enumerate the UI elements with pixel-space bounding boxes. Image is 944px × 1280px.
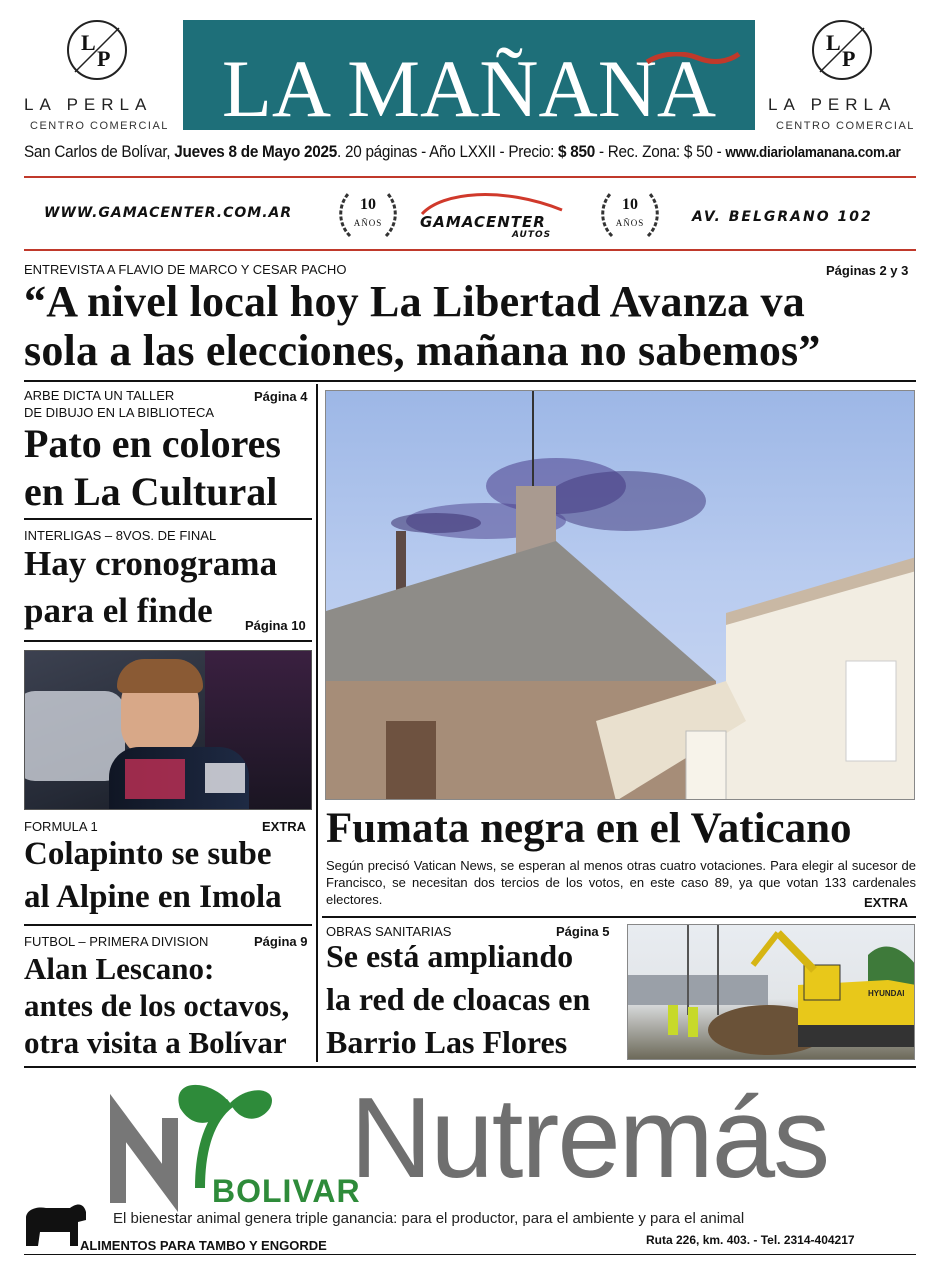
story-headline-line2: antes de los octavos, [24, 988, 290, 1023]
divider [24, 518, 312, 520]
badge-number: 10 [622, 196, 638, 213]
story-headline-line1: Se está ampliando [326, 938, 574, 974]
story-headline-line1: Colapinto se sube [24, 836, 272, 872]
newspaper-title: LA MAÑANA [221, 43, 717, 134]
story-headline-line1: Alan Lescano: [24, 951, 215, 986]
dateline-date: Jueves 8 de Mayo 2025 [174, 142, 338, 161]
la-perla-sub-left: CENTRO COMERCIAL [30, 120, 169, 132]
dateline-web[interactable]: www.diariolamanana.com.ar [725, 144, 901, 161]
divider [24, 640, 312, 642]
la-perla-sub-right: CENTRO COMERCIAL [776, 120, 915, 132]
story-kicker: ARBE DICTA UN TALLER [24, 388, 175, 403]
gamacenter-logo [412, 188, 572, 242]
excavator-photo[interactable] [627, 924, 915, 1060]
nutremas-contact: Ruta 226, km. 403. - Tel. 2314-404217 [646, 1233, 855, 1247]
badge-number: 10 [360, 196, 376, 213]
dateline-place: San Carlos de Bolívar, [24, 142, 175, 161]
nutremas-products: ALIMENTOS PARA TAMBO Y ENGORDE [80, 1238, 327, 1253]
colapinto-photo[interactable] [24, 650, 312, 810]
lead-kicker: ENTREVISTA A FLAVIO DE MARCO Y CESAR PACHO [24, 262, 347, 277]
divider [24, 249, 916, 251]
smoke-and-roof-illustration [326, 391, 915, 800]
gamacenter-brand-sub: AUTOS [512, 230, 552, 240]
nutremas-slogan: El bienestar animal genera triple ganancia: para el productor, para el ambiente y para el animal [113, 1210, 745, 1227]
column-divider [316, 384, 318, 1062]
story-headline-line3: otra visita a Bolívar [24, 1025, 287, 1060]
story-page-ref: Página 4 [254, 389, 308, 404]
badge-label: AÑOS [353, 218, 383, 228]
story-headline-line2: para el finde [24, 591, 213, 630]
tilde-accent-icon [643, 52, 743, 66]
story-headline-line2: al Alpine en Imola [24, 879, 282, 915]
la-perla-name-right: LA PERLA [768, 95, 897, 114]
vatican-chimney-photo[interactable] [325, 390, 915, 800]
story-page-ref: Página 5 [556, 924, 610, 939]
story-kicker: FUTBOL – PRIMERA DIVISION [24, 934, 209, 949]
dateline-price: $ 850 [558, 142, 595, 161]
divider [24, 1066, 916, 1068]
lead-page-ref: Páginas 2 y 3 [826, 263, 909, 278]
story-kicker: DE DIBUJO EN LA BIBLIOTECA [24, 405, 214, 420]
story-kicker: FORMULA 1 [24, 819, 98, 834]
nutremas-brand-small: BOLIVAR [212, 1173, 361, 1209]
main-headline: Fumata negra en el Vaticano [326, 805, 852, 852]
dateline-pages: . 20 páginas - Año LXXII - Precio: [337, 142, 559, 161]
story-page-ref: Página 9 [254, 934, 308, 949]
story-headline-line1: Hay cronograma [24, 544, 278, 583]
main-story-body: Según precisó Vatican News, se esperan al menos otras cuatro votaciones. Para elegir al sucesor de Francisco, se necesitan dos tercios de los votos, en este caso 89, ya que votan 133 cardenales electores. [326, 858, 916, 907]
story-kicker: OBRAS SANITARIAS [326, 924, 452, 939]
anniversary-badge-right [598, 186, 662, 246]
story-page-ref: EXTRA [262, 819, 307, 834]
dateline-rec: - Rec. Zona: $ 50 - [594, 142, 726, 161]
gamacenter-website[interactable]: WWW.GAMACENTER.COM.AR [44, 205, 293, 221]
gamacenter-address: AV. BELGRANO 102 [692, 209, 873, 225]
story-kicker: INTERLIGAS – 8VOS. DE FINAL [24, 528, 217, 543]
newspaper-title-box [183, 20, 755, 134]
la-perla-logo-right: L P [812, 20, 872, 80]
la-perla-logo-left: L P [67, 20, 127, 80]
divider [24, 380, 916, 382]
nutremas-brand: Nutremás [350, 1075, 829, 1202]
dateline [24, 142, 901, 162]
divider [24, 924, 312, 926]
cow-silhouette-icon [22, 1198, 88, 1248]
story-headline-line1: Pato en colores [24, 421, 281, 466]
divider [24, 176, 916, 178]
lead-headline-line1: “A nivel local hoy La Libertad Avanza va [24, 277, 805, 326]
story-headline-line2: en La Cultural [24, 469, 278, 514]
divider [24, 1254, 916, 1255]
la-perla-name-left: LA PERLA [24, 95, 153, 114]
story-headline-line2: la red de cloacas en [326, 981, 591, 1017]
story-headline-line3: Barrio Las Flores [326, 1024, 568, 1060]
divider [322, 916, 916, 918]
lead-headline-line2: sola a las elecciones, mañana no sabemos” [24, 326, 821, 375]
gamacenter-brand: GAMACENTER [420, 213, 546, 231]
main-story-page-ref: EXTRA [864, 895, 909, 910]
anniversary-badge-left [336, 186, 400, 246]
machine-brand: HYUNDAI [868, 989, 905, 998]
badge-label: AÑOS [615, 218, 645, 228]
story-page-ref: Página 10 [245, 618, 306, 633]
